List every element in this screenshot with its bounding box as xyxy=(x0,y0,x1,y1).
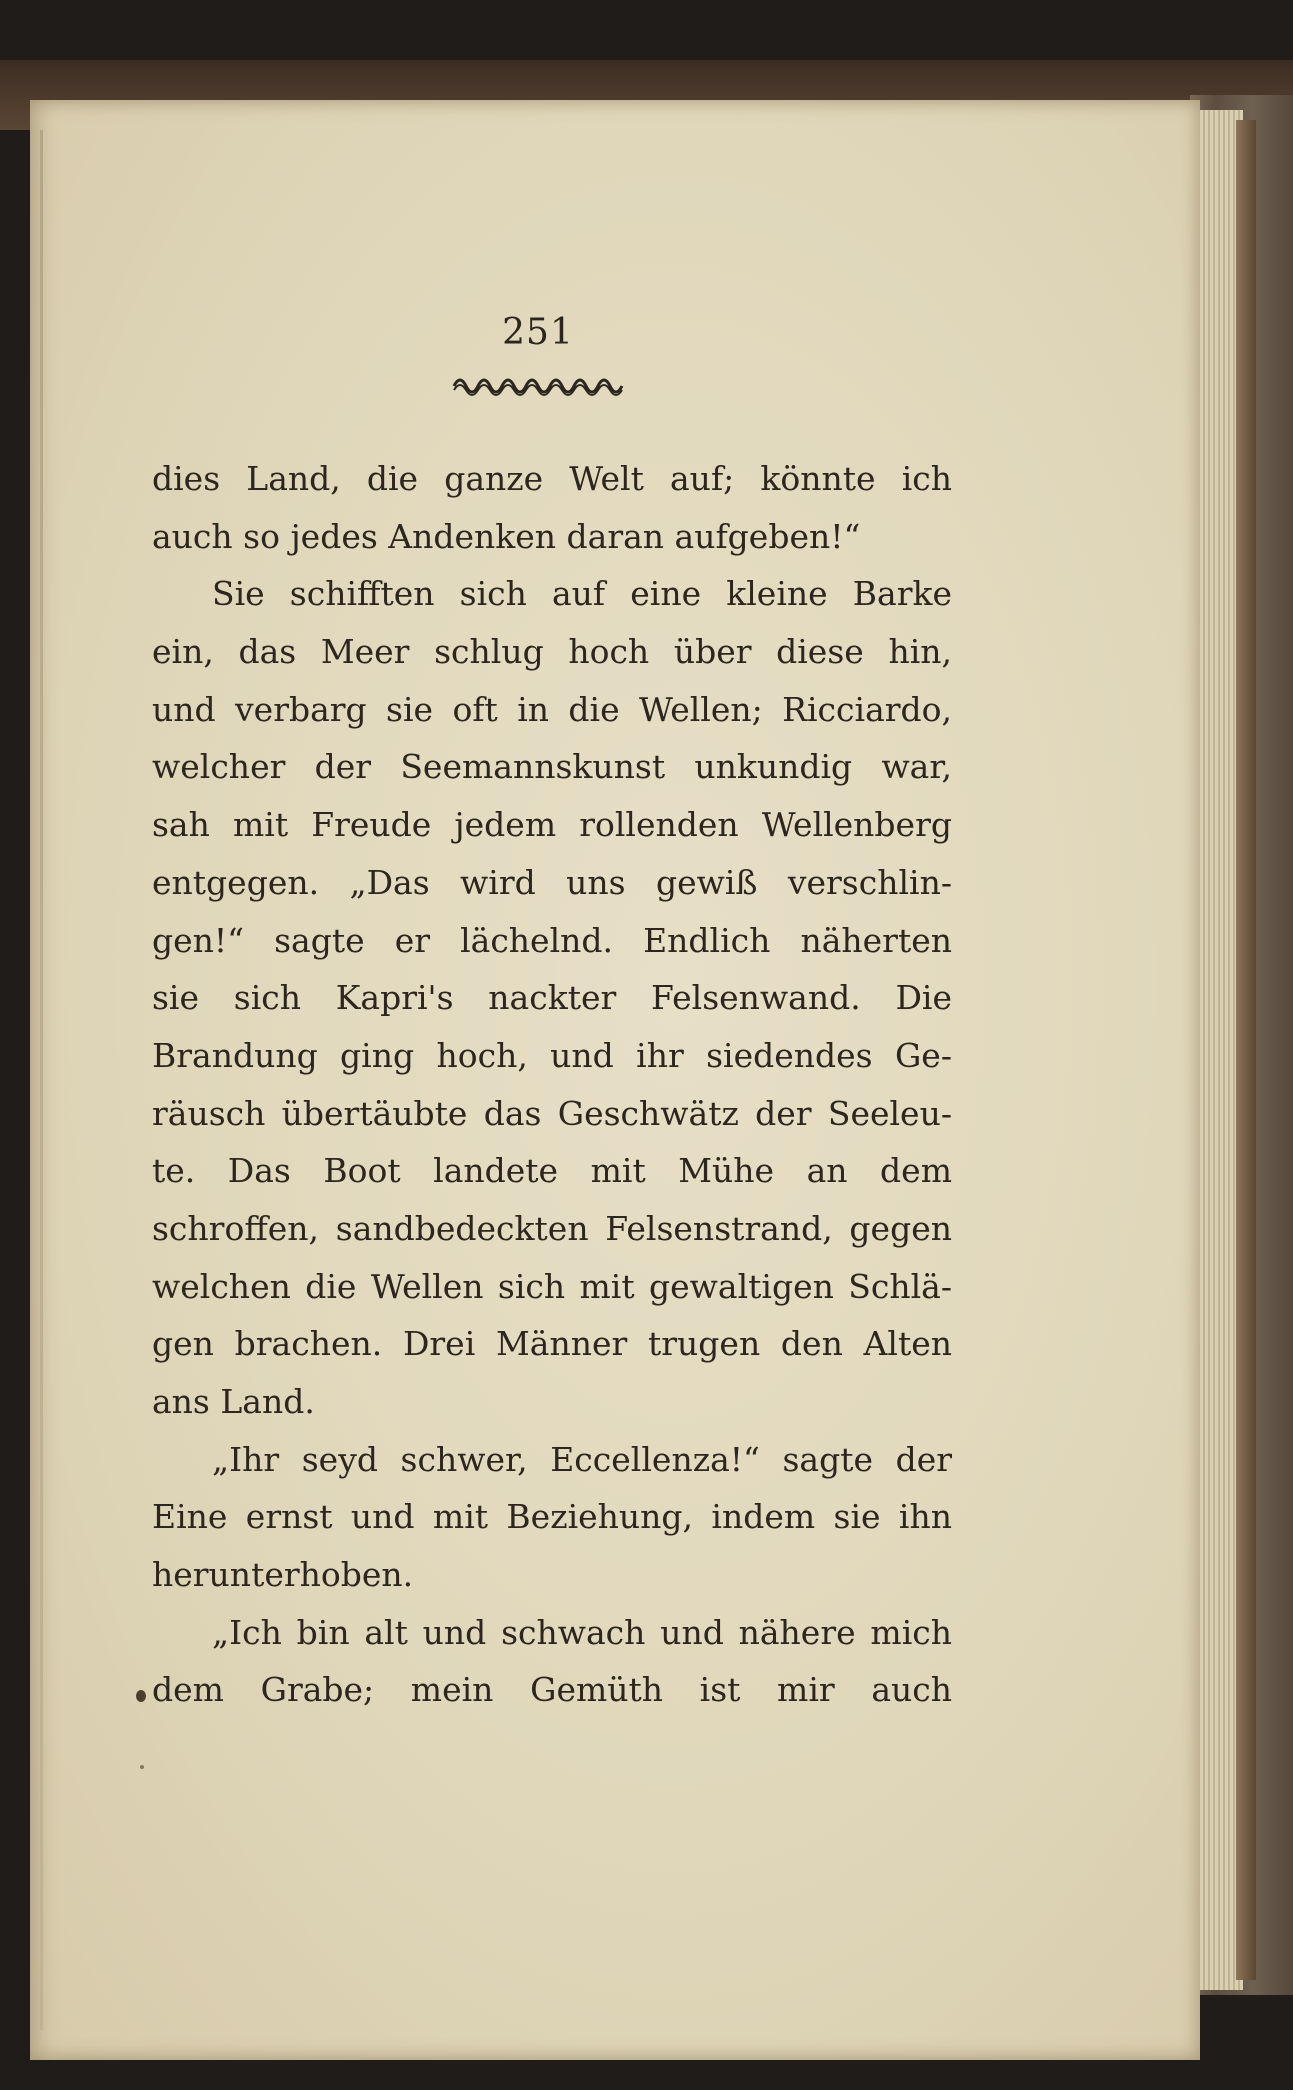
text-line: Sie schifften sich auf eine kleine Barke xyxy=(212,574,952,614)
text-line: „Ich bin alt und schwach und nähere mich xyxy=(212,1612,952,1652)
text-line: herunterhoben. xyxy=(152,1555,414,1595)
text-line: auch so jedes Andenken daran aufgeben!“ xyxy=(152,516,861,556)
text-line: „Ihr seyd schwer, Eccellenza!“ sagte der xyxy=(212,1439,952,1479)
text-line: Eine ernst und mit Beziehung, indem sie ihn xyxy=(152,1497,952,1537)
ink-speck xyxy=(136,1690,146,1702)
wave-ornament-icon xyxy=(452,372,628,396)
text-line: dem Grabe; mein Gemüth ist mir auch xyxy=(152,1670,952,1710)
text-line: ein, das Meer schlug hoch über diese hin, xyxy=(152,632,952,672)
text-line: sie sich Kapri's nackter Felsenwand. Die xyxy=(152,978,952,1018)
page-block-shadow xyxy=(1236,120,1256,1980)
text-line: gen!“ sagte er lächelnd. Endlich näherten xyxy=(152,920,952,960)
ink-speck xyxy=(140,1765,144,1769)
text-line: entgegen. „Das wird uns gewiß verschlin- xyxy=(152,862,952,902)
text-line: dies Land, die ganze Welt auf; könnte ich xyxy=(152,459,952,498)
text-line: räusch übertäubte das Geschwätz der Seeleu- xyxy=(152,1093,952,1133)
gutter-crease xyxy=(40,130,43,2030)
text-line: ans Land. xyxy=(152,1382,315,1421)
page-number: 251 xyxy=(502,312,574,353)
text-line: gen brachen. Drei Männer trugen den Alten xyxy=(152,1324,952,1364)
text-line: schroffen, sandbedeckten Felsenstrand, gegen xyxy=(152,1208,952,1248)
text-line: und verbarg sie oft in die Wellen; Ricciardo, xyxy=(152,689,952,729)
text-line: welchen die Wellen sich mit gewaltigen Schlä- xyxy=(152,1266,952,1306)
text-line: Brandung ging hoch, und ihr siedendes Ge- xyxy=(152,1035,952,1075)
text-line: te. Das Boot landete mit Mühe an dem xyxy=(152,1151,952,1191)
text-line: welcher der Seemannskunst unkundig war, xyxy=(152,747,952,787)
text-line: sah mit Freude jedem rollenden Wellenberg xyxy=(152,805,952,845)
body-text xyxy=(152,450,952,1719)
